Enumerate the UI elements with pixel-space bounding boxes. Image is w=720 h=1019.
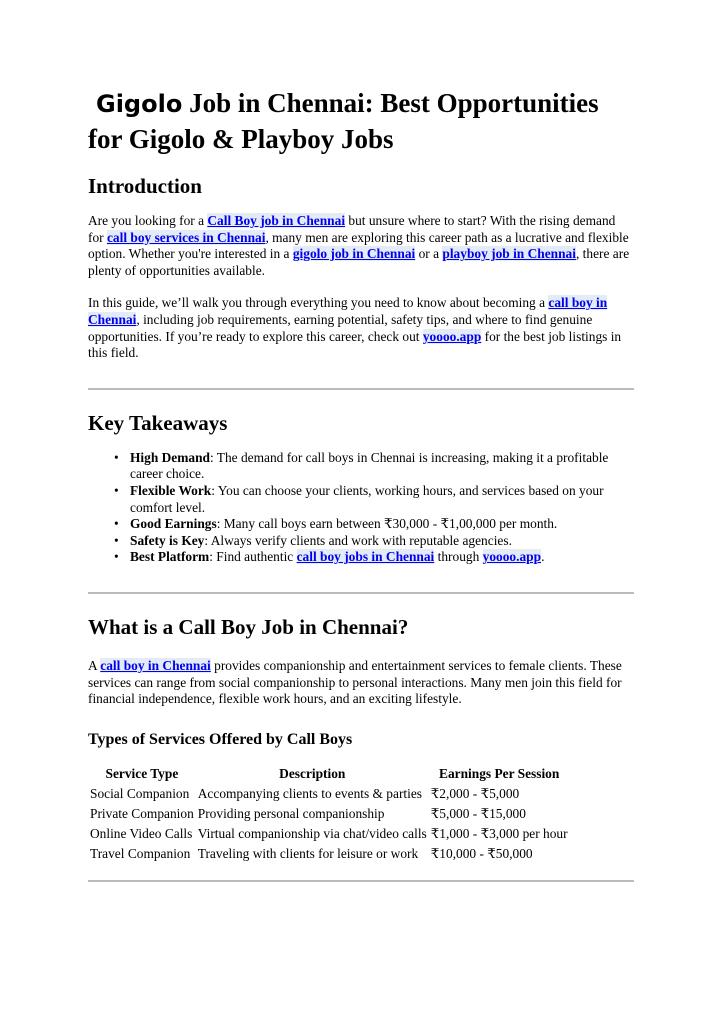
table-row xyxy=(88,844,570,864)
table-cell: ₹1,000 - ₹3,000 per hour xyxy=(430,825,568,841)
section-divider xyxy=(88,880,634,882)
services-table-heading: Types of Services Offered by Call Boys xyxy=(88,730,353,748)
takeaway-item xyxy=(130,516,634,533)
text-run: : Many call boys earn between ₹30,000 - ₹1,00,000 per month. xyxy=(216,516,558,532)
bold-term: High Demand xyxy=(130,449,210,465)
table-cell: Virtual companionship via chat/video calls xyxy=(197,825,427,841)
text-run: or a xyxy=(415,246,443,262)
text-run: : You can choose your clients, working hours, and services based on your comfort level. xyxy=(130,482,604,515)
table-cell: ₹2,000 - ₹5,000 xyxy=(430,785,520,801)
table-cell: Social Companion xyxy=(90,785,190,801)
inline-link[interactable]: yoooo.app xyxy=(482,549,542,565)
takeaway-item xyxy=(130,483,634,516)
table-cell: Traveling with clients for leisure or work xyxy=(197,845,419,861)
inline-link[interactable]: gigolo job in Chennai xyxy=(292,246,416,262)
inline-link[interactable]: call boy in Chennai xyxy=(100,657,211,673)
table-cell: Providing personal companionship xyxy=(197,805,385,821)
column-header: Service Type xyxy=(105,765,179,781)
text-run: A xyxy=(88,657,101,673)
bold-term: Best Platform xyxy=(130,549,210,565)
inline-link[interactable]: call boy services in Chennai xyxy=(106,229,266,245)
takeaway-item xyxy=(130,450,634,483)
column-header: Description xyxy=(279,765,346,781)
table-row xyxy=(88,804,570,824)
intro-paragraph-1 xyxy=(88,213,634,279)
text-run: through xyxy=(434,549,483,565)
services-table xyxy=(88,764,570,864)
bold-term: Safety is Key xyxy=(130,532,205,548)
text-run: . xyxy=(541,549,545,565)
takeaway-item xyxy=(130,533,634,550)
table-cell: Travel Companion xyxy=(90,845,191,861)
title-line1-rest: Job in Chennai: Best Opportunities xyxy=(182,88,599,118)
text-run: , many men are exploring this career path as a lucrative and flexible option. Whether you're interested in a xyxy=(88,229,629,262)
section-divider xyxy=(88,388,634,390)
text-run: : Always verify clients and work with reputable agencies. xyxy=(204,532,512,548)
title-first-word: Gigolo xyxy=(96,90,183,118)
table-row xyxy=(88,784,570,804)
text-run: but unsure where to start? With the rising demand for xyxy=(88,213,616,245)
bold-term: Flexible Work xyxy=(130,482,212,498)
inline-link[interactable]: call boy jobs in Chennai xyxy=(296,549,435,565)
inline-link[interactable]: playboy job in Chennai xyxy=(442,246,576,262)
text-run: for the best job listings in this field. xyxy=(88,328,622,361)
intro-heading: Introduction xyxy=(88,174,202,198)
inline-link[interactable]: yoooo.app xyxy=(422,328,482,344)
text-run: , including job requirements, earning potential, safety tips, and where to find genuine opportunities. If you’re ready to explore this career, check out xyxy=(88,311,593,344)
what-is-paragraph xyxy=(88,658,634,708)
table-cell: Private Companion xyxy=(90,805,194,821)
page-title xyxy=(88,86,634,157)
document-page xyxy=(88,86,634,882)
takeaway-item xyxy=(130,549,634,566)
text-run: In this guide, we’ll walk you through everything you need to know about becoming a xyxy=(88,295,549,311)
inline-link[interactable]: Call Boy job in Chennai xyxy=(207,213,346,228)
table-cell: Accompanying clients to events & parties xyxy=(197,785,422,801)
text-run: : Find authentic xyxy=(209,549,297,565)
text-run: : The demand for call boys in Chennai is increasing, making it a profitable career choice. xyxy=(130,449,609,482)
section-divider xyxy=(88,592,634,594)
what-is-heading: What is a Call Boy Job in Chennai? xyxy=(88,614,409,639)
takeaways-heading: Key Takeaways xyxy=(88,410,228,435)
text-run: Are you looking for a xyxy=(88,213,208,228)
takeaways-list xyxy=(88,450,634,566)
table-cell: ₹10,000 - ₹50,000 xyxy=(430,845,533,861)
title-line2: for Gigolo & Playboy Jobs xyxy=(88,124,394,154)
bold-term: Good Earnings xyxy=(130,516,217,532)
column-header: Earnings Per Session xyxy=(439,765,560,781)
intro-paragraph-2 xyxy=(88,295,634,361)
table-header-row xyxy=(88,764,570,784)
text-run: , there are plenty of opportunities available. xyxy=(88,246,630,278)
table-cell: ₹5,000 - ₹15,000 xyxy=(430,805,526,821)
table-cell: Online Video Calls xyxy=(90,825,193,841)
text-run: provides companionship and entertainment services to female clients. These services can range from social companionship to personal interactions. Many men join this field for financial independence, flexible work hours, and an exciting lifestyle. xyxy=(88,657,622,707)
table-row xyxy=(88,824,570,844)
inline-link[interactable]: call boy in Chennai xyxy=(88,295,608,327)
